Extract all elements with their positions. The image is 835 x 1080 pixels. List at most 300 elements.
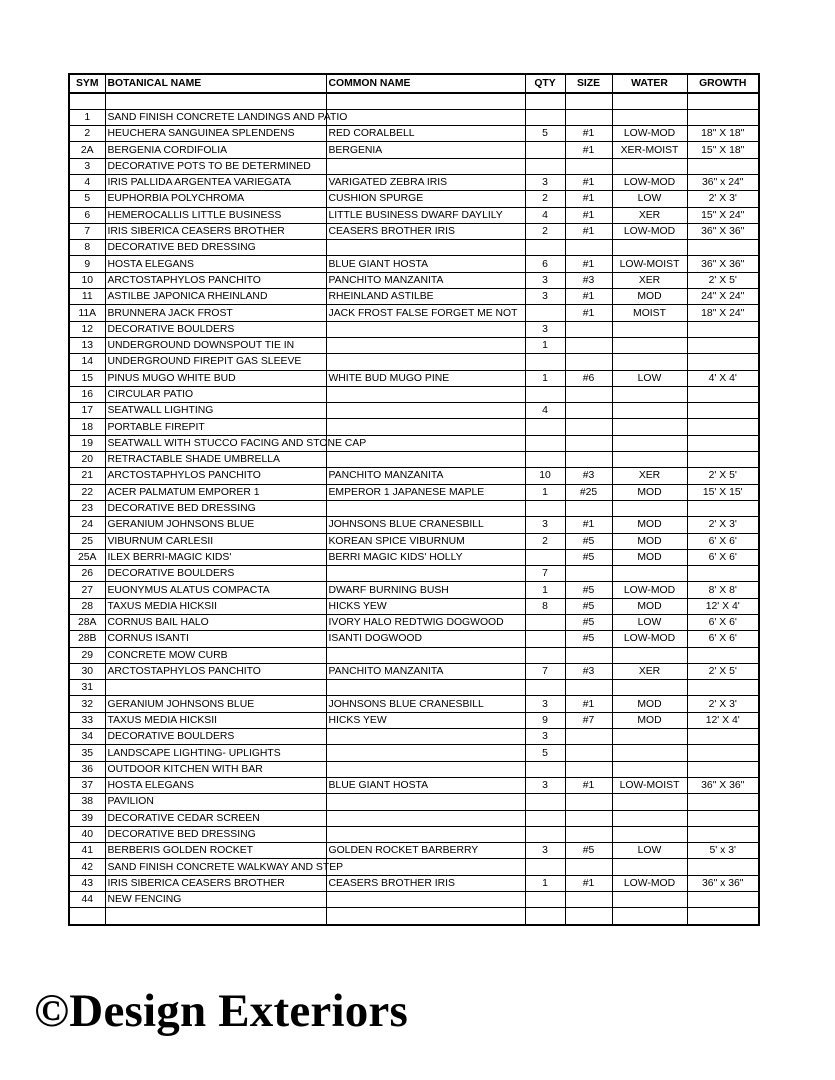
cell-size: #1 — [565, 223, 612, 239]
table-header — [69, 74, 759, 93]
cell-common: BLUE GIANT HOSTA — [326, 777, 525, 793]
cell-sym: 20 — [69, 452, 105, 468]
cell-qty — [525, 354, 565, 370]
cell-sym: 39 — [69, 810, 105, 826]
cell-botanical: HEUCHERA SANGUINEA SPLENDENS — [105, 126, 326, 142]
cell-sym: 40 — [69, 826, 105, 842]
table-row — [69, 566, 759, 582]
cell-common — [326, 240, 525, 256]
cell-qty — [525, 93, 565, 110]
cell-water: XER — [612, 468, 687, 484]
cell-common: LITTLE BUSINESS DWARF DAYLILY — [326, 207, 525, 223]
cell-sym: 7 — [69, 223, 105, 239]
cell-growth: 4' X 4' — [687, 370, 759, 386]
cell-sym: 38 — [69, 794, 105, 810]
cell-botanical: CIRCULAR PATIO — [105, 386, 326, 402]
cell-common: JOHNSONS BLUE CRANESBILL — [326, 517, 525, 533]
cell-water — [612, 908, 687, 925]
cell-growth — [687, 908, 759, 925]
cell-common: JACK FROST FALSE FORGET ME NOT — [326, 305, 525, 321]
table-row — [69, 305, 759, 321]
cell-growth: 6' X 6' — [687, 533, 759, 549]
cell-sym: 27 — [69, 582, 105, 598]
cell-size — [565, 386, 612, 402]
cell-growth: 36" x 36" — [687, 875, 759, 891]
header-row — [69, 74, 759, 93]
cell-qty: 1 — [525, 484, 565, 500]
cell-qty — [525, 305, 565, 321]
header-qty: QTY — [525, 74, 565, 93]
cell-growth — [687, 321, 759, 337]
cell-water — [612, 109, 687, 125]
cell-sym: 43 — [69, 875, 105, 891]
cell-botanical: BERGENIA CORDIFOLIA — [105, 142, 326, 158]
cell-water: LOW-MOD — [612, 582, 687, 598]
cell-botanical: EUPHORBIA POLYCHROMA — [105, 191, 326, 207]
cell-qty — [525, 435, 565, 451]
cell-common: ISANTI DOGWOOD — [326, 631, 525, 647]
cell-water: MOD — [612, 289, 687, 305]
cell-common — [326, 386, 525, 402]
cell-growth: 36" x 24" — [687, 174, 759, 190]
cell-qty: 2 — [525, 191, 565, 207]
cell-qty: 3 — [525, 289, 565, 305]
cell-size — [565, 435, 612, 451]
cell-water — [612, 419, 687, 435]
cell-growth: 18" X 24" — [687, 305, 759, 321]
cell-qty: 4 — [525, 403, 565, 419]
cell-botanical: ILEX BERRI-MAGIC KIDS' — [105, 549, 326, 565]
table-row — [69, 615, 759, 631]
cell-qty: 1 — [525, 370, 565, 386]
cell-size: #1 — [565, 126, 612, 142]
cell-growth — [687, 794, 759, 810]
cell-size: #5 — [565, 843, 612, 859]
cell-sym: 25A — [69, 549, 105, 565]
cell-water — [612, 337, 687, 353]
cell-water: MOD — [612, 484, 687, 500]
cell-sym: 24 — [69, 517, 105, 533]
cell-growth — [687, 337, 759, 353]
cell-qty: 2 — [525, 223, 565, 239]
cell-water: LOW-MOIST — [612, 777, 687, 793]
cell-size: #7 — [565, 712, 612, 728]
cell-size: #1 — [565, 207, 612, 223]
cell-qty — [525, 892, 565, 908]
table-row — [69, 370, 759, 386]
table-row — [69, 207, 759, 223]
table-row — [69, 256, 759, 272]
cell-size — [565, 240, 612, 256]
cell-growth: 2' X 3' — [687, 696, 759, 712]
cell-size — [565, 810, 612, 826]
cell-size: #1 — [565, 191, 612, 207]
cell-water — [612, 729, 687, 745]
cell-growth — [687, 859, 759, 875]
cell-sym: 37 — [69, 777, 105, 793]
cell-growth — [687, 826, 759, 842]
cell-common — [326, 452, 525, 468]
cell-common — [326, 321, 525, 337]
cell-sym: 28 — [69, 598, 105, 614]
table-row — [69, 680, 759, 696]
cell-botanical: IRIS SIBERICA CEASERS BROTHER — [105, 223, 326, 239]
table-row — [69, 696, 759, 712]
table-row — [69, 500, 759, 516]
cell-common — [326, 826, 525, 842]
table-row — [69, 126, 759, 142]
cell-size: #5 — [565, 533, 612, 549]
table-row — [69, 826, 759, 842]
cell-botanical: BERBERIS GOLDEN ROCKET — [105, 843, 326, 859]
cell-common — [326, 647, 525, 663]
cell-size — [565, 419, 612, 435]
cell-qty — [525, 142, 565, 158]
cell-qty: 10 — [525, 468, 565, 484]
cell-water — [612, 386, 687, 402]
cell-qty — [525, 859, 565, 875]
cell-size: #1 — [565, 256, 612, 272]
cell-botanical: GERANIUM JOHNSONS BLUE — [105, 517, 326, 533]
cell-water: LOW — [612, 370, 687, 386]
cell-botanical: RETRACTABLE SHADE UMBRELLA — [105, 452, 326, 468]
cell-botanical: DECORATIVE BOULDERS — [105, 729, 326, 745]
cell-botanical: IRIS PALLIDA ARGENTEA VARIEGATA — [105, 174, 326, 190]
cell-water: MOD — [612, 517, 687, 533]
cell-growth — [687, 647, 759, 663]
cell-botanical: ARCTOSTAPHYLOS PANCHITO — [105, 272, 326, 288]
cell-sym: 42 — [69, 859, 105, 875]
cell-water: LOW-MOD — [612, 174, 687, 190]
cell-botanical: GERANIUM JOHNSONS BLUE — [105, 696, 326, 712]
cell-size — [565, 500, 612, 516]
cell-botanical: UNDERGROUND DOWNSPOUT TIE IN — [105, 337, 326, 353]
cell-size — [565, 859, 612, 875]
cell-qty — [525, 908, 565, 925]
cell-water: XER-MOIST — [612, 142, 687, 158]
cell-water — [612, 321, 687, 337]
cell-common — [326, 566, 525, 582]
cell-growth — [687, 403, 759, 419]
cell-sym: 29 — [69, 647, 105, 663]
cell-botanical: PAVILION — [105, 794, 326, 810]
cell-water — [612, 794, 687, 810]
cell-common: WHITE BUD MUGO PINE — [326, 370, 525, 386]
cell-sym: 8 — [69, 240, 105, 256]
cell-sym: 2 — [69, 126, 105, 142]
cell-growth: 15" X 24" — [687, 207, 759, 223]
cell-growth — [687, 566, 759, 582]
cell-water: LOW-MOIST — [612, 256, 687, 272]
cell-botanical: SEATWALL LIGHTING — [105, 403, 326, 419]
cell-botanical: HOSTA ELEGANS — [105, 777, 326, 793]
cell-common — [326, 680, 525, 696]
cell-common: BLUE GIANT HOSTA — [326, 256, 525, 272]
cell-botanical: SEATWALL WITH STUCCO FACING AND STONE CAP — [105, 435, 326, 451]
cell-water — [612, 810, 687, 826]
cell-water — [612, 435, 687, 451]
cell-botanical: SAND FINISH CONCRETE WALKWAY AND STEP — [105, 859, 326, 875]
copyright-watermark: ©Design Exteriors — [34, 985, 408, 1037]
table-row — [69, 533, 759, 549]
cell-water: MOD — [612, 533, 687, 549]
cell-common — [326, 403, 525, 419]
cell-qty — [525, 761, 565, 777]
cell-qty — [525, 810, 565, 826]
cell-water — [612, 566, 687, 582]
cell-sym: 2A — [69, 142, 105, 158]
cell-botanical: TAXUS MEDIA HICKSII — [105, 598, 326, 614]
cell-sym: 13 — [69, 337, 105, 353]
cell-water: LOW — [612, 843, 687, 859]
cell-common: JOHNSONS BLUE CRANESBILL — [326, 696, 525, 712]
cell-growth: 12' X 4' — [687, 712, 759, 728]
cell-water — [612, 354, 687, 370]
header-sym: SYM — [69, 74, 105, 93]
cell-size — [565, 158, 612, 174]
table-row — [69, 892, 759, 908]
cell-sym: 21 — [69, 468, 105, 484]
table-row — [69, 712, 759, 728]
cell-sym: 33 — [69, 712, 105, 728]
cell-growth — [687, 386, 759, 402]
cell-water: LOW — [612, 191, 687, 207]
table-row — [69, 875, 759, 891]
cell-common — [326, 109, 525, 125]
cell-sym: 18 — [69, 419, 105, 435]
cell-common — [326, 354, 525, 370]
cell-size — [565, 354, 612, 370]
table-row — [69, 761, 759, 777]
cell-common: DWARF BURNING BUSH — [326, 582, 525, 598]
plant-schedule-table — [68, 73, 760, 926]
cell-water — [612, 680, 687, 696]
table-row — [69, 419, 759, 435]
cell-water: MOD — [612, 712, 687, 728]
cell-water — [612, 158, 687, 174]
cell-botanical: DECORATIVE BED DRESSING — [105, 240, 326, 256]
table-row — [69, 403, 759, 419]
cell-qty — [525, 386, 565, 402]
table-row — [69, 810, 759, 826]
cell-qty — [525, 794, 565, 810]
table-row — [69, 794, 759, 810]
cell-growth: 24" X 24" — [687, 289, 759, 305]
table-row — [69, 729, 759, 745]
cell-qty: 2 — [525, 533, 565, 549]
cell-growth: 5' x 3' — [687, 843, 759, 859]
cell-botanical: CONCRETE MOW CURB — [105, 647, 326, 663]
cell-size — [565, 403, 612, 419]
cell-water — [612, 826, 687, 842]
cell-growth — [687, 810, 759, 826]
cell-sym: 14 — [69, 354, 105, 370]
cell-botanical — [105, 680, 326, 696]
cell-botanical: CORNUS BAIL HALO — [105, 615, 326, 631]
cell-water — [612, 452, 687, 468]
cell-botanical: CORNUS ISANTI — [105, 631, 326, 647]
cell-growth: 6' X 6' — [687, 615, 759, 631]
cell-botanical: ASTILBE JAPONICA RHEINLAND — [105, 289, 326, 305]
cell-common: BERGENIA — [326, 142, 525, 158]
cell-sym: 22 — [69, 484, 105, 500]
cell-botanical: BRUNNERA JACK FROST — [105, 305, 326, 321]
cell-growth — [687, 419, 759, 435]
cell-size: #5 — [565, 549, 612, 565]
cell-botanical: PINUS MUGO WHITE BUD — [105, 370, 326, 386]
cell-growth — [687, 158, 759, 174]
cell-water: MOD — [612, 549, 687, 565]
cell-botanical: DECORATIVE BED DRESSING — [105, 500, 326, 516]
cell-botanical: DECORATIVE BED DRESSING — [105, 826, 326, 842]
table-row — [69, 240, 759, 256]
cell-sym: 30 — [69, 663, 105, 679]
cell-growth: 2' X 5' — [687, 272, 759, 288]
cell-growth: 36" X 36" — [687, 256, 759, 272]
cell-water — [612, 859, 687, 875]
cell-sym: 34 — [69, 729, 105, 745]
table-row — [69, 745, 759, 761]
cell-botanical: TAXUS MEDIA HICKSII — [105, 712, 326, 728]
cell-common — [326, 729, 525, 745]
cell-growth: 8' X 8' — [687, 582, 759, 598]
table-row — [69, 223, 759, 239]
cell-qty: 3 — [525, 174, 565, 190]
cell-sym: 1 — [69, 109, 105, 125]
cell-common — [326, 500, 525, 516]
cell-common — [326, 761, 525, 777]
cell-water: MOD — [612, 696, 687, 712]
table-row — [69, 142, 759, 158]
cell-qty: 5 — [525, 745, 565, 761]
cell-sym: 12 — [69, 321, 105, 337]
cell-sym: 4 — [69, 174, 105, 190]
cell-size: #5 — [565, 582, 612, 598]
cell-botanical: ARCTOSTAPHYLOS PANCHITO — [105, 468, 326, 484]
cell-size: #3 — [565, 272, 612, 288]
cell-botanical: DECORATIVE POTS TO BE DETERMINED — [105, 158, 326, 174]
cell-qty: 3 — [525, 517, 565, 533]
cell-size — [565, 745, 612, 761]
cell-qty: 3 — [525, 729, 565, 745]
cell-common: GOLDEN ROCKET BARBERRY — [326, 843, 525, 859]
cell-size: #6 — [565, 370, 612, 386]
cell-growth — [687, 745, 759, 761]
table-row — [69, 777, 759, 793]
cell-growth — [687, 500, 759, 516]
cell-botanical: HEMEROCALLIS LITTLE BUSINESS — [105, 207, 326, 223]
cell-sym: 44 — [69, 892, 105, 908]
cell-growth — [687, 109, 759, 125]
cell-botanical: NEW FENCING — [105, 892, 326, 908]
cell-botanical: SAND FINISH CONCRETE LANDINGS AND PATIO — [105, 109, 326, 125]
table-row — [69, 289, 759, 305]
cell-sym — [69, 908, 105, 925]
cell-size — [565, 566, 612, 582]
cell-water: XER — [612, 663, 687, 679]
cell-sym: 5 — [69, 191, 105, 207]
cell-common: RED CORALBELL — [326, 126, 525, 142]
cell-size — [565, 826, 612, 842]
cell-qty: 1 — [525, 582, 565, 598]
cell-size: #5 — [565, 631, 612, 647]
header-size: SIZE — [565, 74, 612, 93]
cell-sym: 15 — [69, 370, 105, 386]
header-water: WATER — [612, 74, 687, 93]
cell-water — [612, 93, 687, 110]
cell-sym: 11A — [69, 305, 105, 321]
table-row — [69, 843, 759, 859]
cell-botanical: VIBURNUM CARLESII — [105, 533, 326, 549]
cell-common — [326, 859, 525, 875]
cell-qty: 3 — [525, 777, 565, 793]
table-row — [69, 859, 759, 875]
cell-size — [565, 321, 612, 337]
cell-common — [326, 158, 525, 174]
table-row — [69, 549, 759, 565]
cell-growth: 15" X 18" — [687, 142, 759, 158]
table-row — [69, 321, 759, 337]
cell-size — [565, 452, 612, 468]
cell-botanical: OUTDOOR KITCHEN WITH BAR — [105, 761, 326, 777]
cell-size: #1 — [565, 696, 612, 712]
cell-common: BERRI MAGIC KIDS' HOLLY — [326, 549, 525, 565]
cell-growth: 2' X 3' — [687, 517, 759, 533]
cell-water — [612, 892, 687, 908]
cell-water: XER — [612, 207, 687, 223]
cell-qty — [525, 500, 565, 516]
cell-common — [326, 810, 525, 826]
cell-qty — [525, 826, 565, 842]
cell-growth — [687, 892, 759, 908]
cell-water — [612, 745, 687, 761]
cell-qty: 3 — [525, 321, 565, 337]
cell-water — [612, 240, 687, 256]
cell-size — [565, 892, 612, 908]
cell-water: LOW-MOD — [612, 126, 687, 142]
cell-sym — [69, 93, 105, 110]
cell-size — [565, 647, 612, 663]
cell-size: #1 — [565, 875, 612, 891]
cell-common — [326, 419, 525, 435]
cell-size: #5 — [565, 598, 612, 614]
cell-water: LOW-MOD — [612, 223, 687, 239]
cell-botanical: EUONYMUS ALATUS COMPACTA — [105, 582, 326, 598]
cell-sym: 35 — [69, 745, 105, 761]
cell-growth: 36" X 36" — [687, 777, 759, 793]
cell-qty: 7 — [525, 663, 565, 679]
cell-botanical: PORTABLE FIREPIT — [105, 419, 326, 435]
cell-qty — [525, 109, 565, 125]
cell-qty — [525, 549, 565, 565]
cell-sym: 16 — [69, 386, 105, 402]
cell-botanical: IRIS SIBERICA CEASERS BROTHER — [105, 875, 326, 891]
cell-common: CUSHION SPURGE — [326, 191, 525, 207]
cell-size — [565, 908, 612, 925]
table-row — [69, 468, 759, 484]
cell-sym: 32 — [69, 696, 105, 712]
table-row — [69, 93, 759, 110]
cell-water: LOW — [612, 615, 687, 631]
table-row — [69, 663, 759, 679]
cell-growth — [687, 435, 759, 451]
cell-qty — [525, 240, 565, 256]
cell-qty: 1 — [525, 337, 565, 353]
cell-size: #3 — [565, 663, 612, 679]
cell-sym: 3 — [69, 158, 105, 174]
table-row — [69, 582, 759, 598]
table-row — [69, 337, 759, 353]
